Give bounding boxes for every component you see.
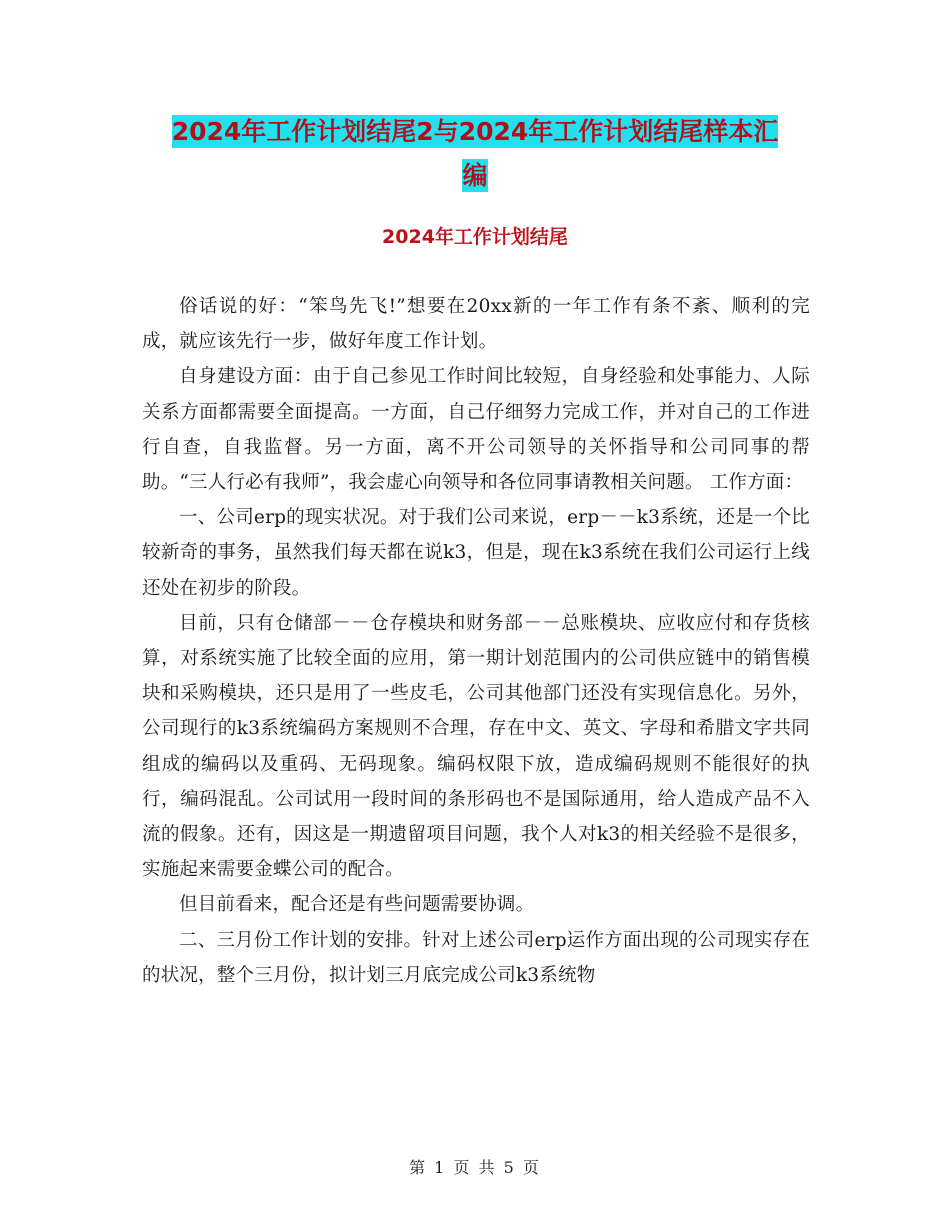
paragraph: 自身建设方面：由于自己参见工作时间比较短，自身经验和处事能力、人际关系方面都需要全面提高。一方面，自己仔细努力完成工作，并对自己的工作进行自查，自我监督。另一方面，离不开公司领导的关怀指导和公司同事的帮助。“三人行必有我师”，我会虚心向领导和各位同事请教相关问题。 工作方面：	[142, 366, 810, 494]
document-title	[140, 110, 810, 198]
paragraph: 但目前看来，配合还是有些问题需要协调。	[179, 894, 535, 916]
page-footer: 第 1 页 共 5 页	[409, 1158, 541, 1177]
paragraph: 目前，只有仓储部－－仓存模块和财务部－－总账模块、应收应付和存货核算，对系统实施了比较全面的应用，第一期计划范围内的公司供应链中的销售模块和采购模块，还只是用了一些皮毛，公司其他部门还没有实现信息化。另外，公司现行的k3系统编码方案规则不合理，存在中文、英文、字母和希腊文字共同组成的编码以及重码、无码现象。编码权限下放，造成编码规则不能很好的执行，编码混乱。公司试用一段时间的条形码也不是国际通用，给人造成产品不入流的假象。还有，因这是一期遗留项目问题，我个人对k3的相关经验不是很多，实施起来需要金蝶公司的配合。	[142, 612, 810, 881]
document-body	[142, 289, 810, 993]
section-title: 2024年工作计划结尾	[382, 226, 568, 248]
paragraph: 俗话说的好：“笨鸟先飞!”想要在20xx新的一年工作有条不紊、顺利的完成，就应该先行一步，做好年度工作计划。	[142, 296, 810, 353]
paragraph: 二、三月份工作计划的安排。针对上述公司erp运作方面出现的公司现实存在的状况，整个三月份，拟计划三月底完成公司k3系统物	[142, 929, 810, 986]
document-title-line-1: 2024年工作计划结尾2与2024年工作计划结尾样本汇	[171, 117, 779, 146]
paragraph: 一、公司erp的现实状况。对于我们公司来说，erp－－k3系统，还是一个比较新奇的事务，虽然我们每天都在说k3，但是，现在k3系统在我们公司运行上线还处在初步的阶段。	[142, 507, 810, 599]
document-title-line-2: 编	[462, 161, 488, 190]
